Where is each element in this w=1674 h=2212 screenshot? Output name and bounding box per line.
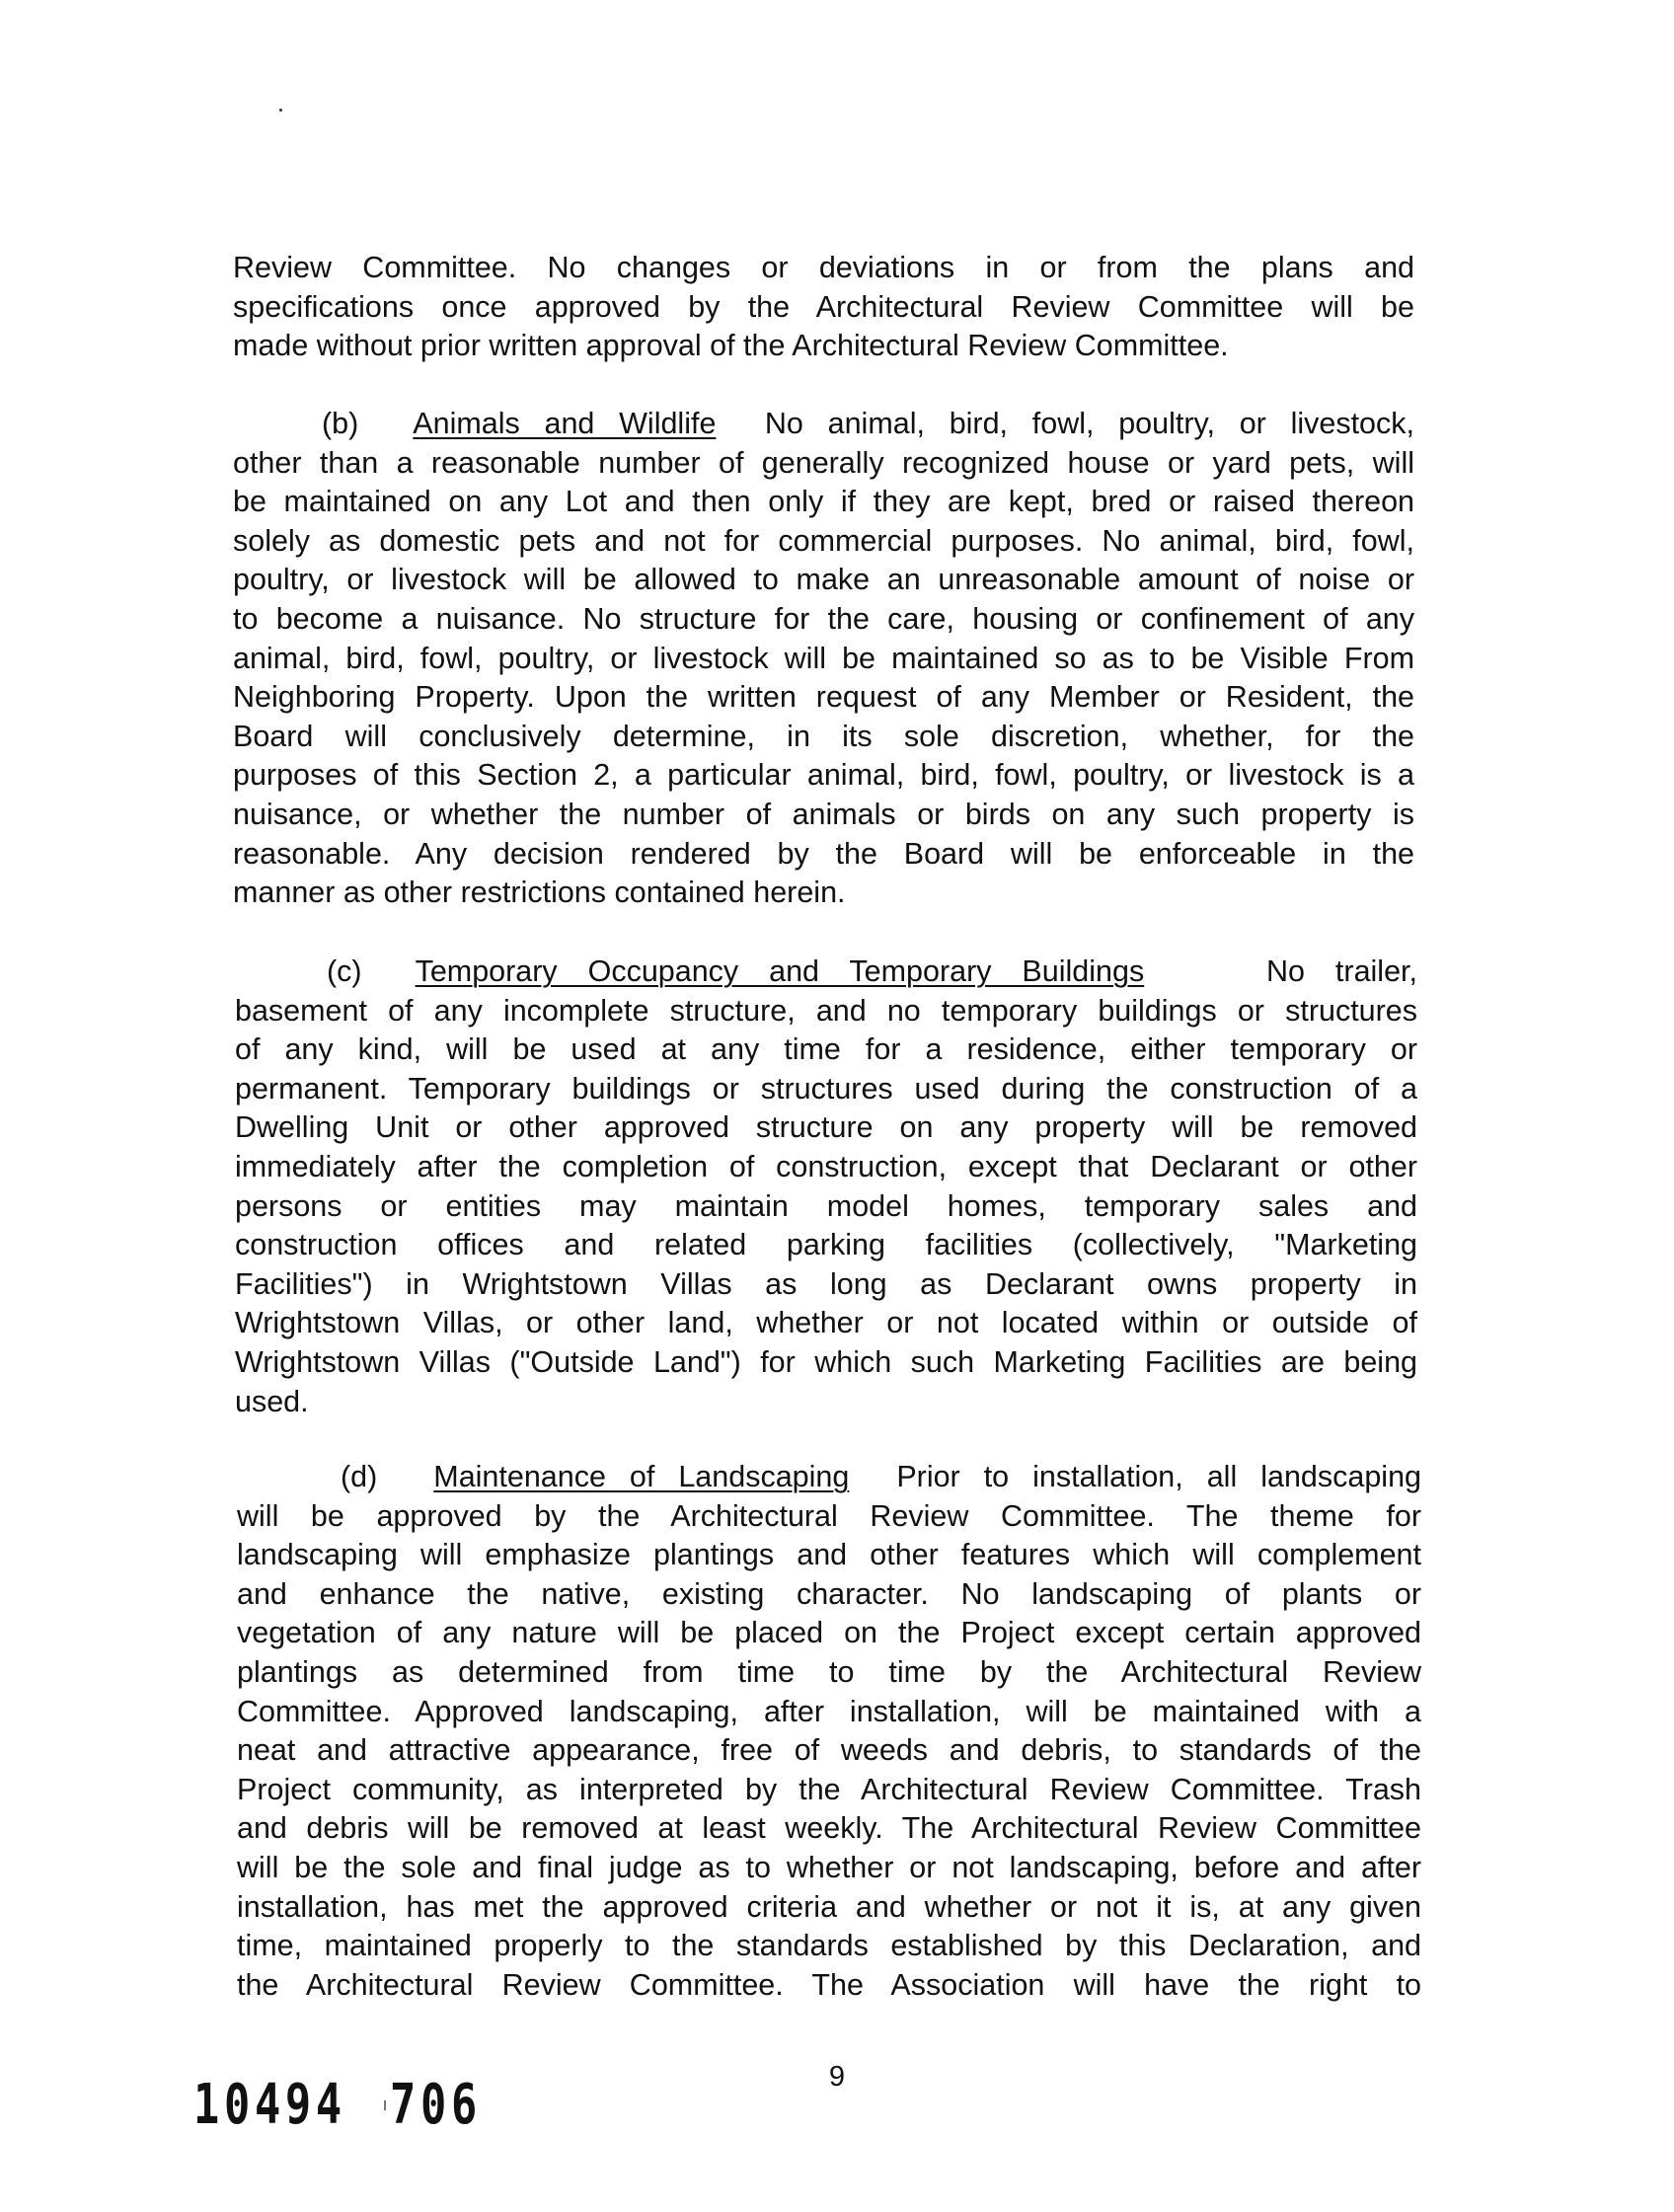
text-line: basement of any incomplete structure, and no temporary buildings or structures	[235, 993, 1417, 1028]
text-line: be maintained on any Lot and then only if they are kept, bred or raised thereon	[233, 485, 1414, 519]
text-line: will be approved by the Architectural Review Committee. The theme for	[237, 1498, 1421, 1533]
text-line: persons or entities may maintain model homes, temporary sales and	[235, 1188, 1417, 1223]
page-number: 9	[828, 2061, 846, 2093]
text-line: vegetation of any nature will be placed on the Project except certain approved	[237, 1616, 1421, 1650]
paragraph-label: (d)	[341, 1460, 378, 1493]
paragraph-animals-and-wildlife	[233, 405, 1414, 913]
text-line: Prior to installation, all landscaping	[896, 1460, 1421, 1493]
text-line: to become a nuisance. No structure for the care, housing or confinement of any	[233, 601, 1414, 636]
text-line: specifications once approved by the Architectural Review Committee will be	[233, 289, 1414, 324]
text-line: permanent. Temporary buildings or structures used during the construction of a	[235, 1071, 1417, 1106]
text-line: No animal, bird, fowl, poultry, or livestock,	[764, 407, 1414, 440]
text-line: Committee. Approved landscaping, after installation, will be maintained with a	[237, 1694, 1421, 1728]
text-line: No trailer,	[1266, 954, 1417, 988]
text-line: Neighboring Property. Upon the written request of any Member or Resident, the	[233, 680, 1414, 715]
recording-book-number: 10494	[193, 2073, 346, 2137]
text-line: immediately after the completion of construction, except that Declarant or other	[235, 1149, 1417, 1183]
paragraph-label: (c)	[327, 954, 362, 988]
text-line: other than a reasonable number of generally recognized house or yard pets, will	[233, 445, 1414, 480]
text-line: construction offices and related parking facilities (collectively, "Marketing	[235, 1228, 1417, 1262]
text-line: Facilities") in Wrightstown Villas as long as Declarant owns property in	[235, 1266, 1417, 1301]
text-line: manner as other restrictions contained herein.	[233, 876, 846, 910]
text-line: time, maintained properly to the standards established by this Declaration, and	[237, 1929, 1421, 1963]
text-line: made without prior written approval of the Architectural Review Committee.	[233, 329, 1229, 363]
paragraph-first-line	[233, 405, 1414, 444]
text-line: animal, bird, fowl, poultry, or livestock will be maintained so as to be Visible From	[233, 641, 1414, 675]
text-line: Dwelling Unit or other approved structure on any property will be removed	[235, 1110, 1417, 1145]
stamp-separator-mark	[384, 2100, 386, 2110]
text-line: Review Committee. No changes or deviations in or from the plans and	[233, 251, 1414, 284]
text-line: Wrightstown Villas ("Outside Land") for which such Marketing Facilities are being	[235, 1344, 1417, 1379]
text-line: Project community, as interpreted by the Architectural Review Committee. Trash	[237, 1772, 1421, 1806]
text-line: purposes of this Section 2, a particular animal, bird, fowl, poultry, or livestock is a	[233, 758, 1414, 793]
paragraph-maintenance-of-landscaping	[237, 1458, 1421, 2005]
recording-page-number: 706	[390, 2073, 482, 2137]
paragraph-label: (b)	[322, 407, 359, 440]
text-line: solely as domestic pets and not for commercial purposes. No animal, bird, fowl,	[233, 523, 1414, 558]
text-line: neat and attractive appearance, free of weeds and debris, to standards of the	[237, 1733, 1421, 1768]
paragraph-first-line	[235, 953, 1417, 992]
paragraph-first-line	[237, 1458, 1421, 1497]
text-line: reasonable. Any decision rendered by the Board will be enforceable in the	[233, 836, 1414, 871]
section-heading: Maintenance of Landscaping	[433, 1460, 850, 1493]
text-line: Wrightstown Villas, or other land, whether or not located within or outside of	[235, 1306, 1417, 1340]
text-line: landscaping will emphasize plantings and other features which will complement	[237, 1538, 1421, 1572]
text-line: used.	[235, 1384, 309, 1418]
text-line: of any kind, will be used at any time for a residence, either temporary or	[235, 1032, 1417, 1067]
text-line: and debris will be removed at least weekly. The Architectural Review Committee	[237, 1811, 1421, 1846]
section-heading: Temporary Occupancy and Temporary Buildings	[415, 954, 1145, 988]
text-line: the Architectural Review Committee. The Association will have the right to	[237, 1967, 1421, 2002]
text-line: poultry, or livestock will be allowed to make an unreasonable amount of noise or	[233, 563, 1414, 597]
scan-speck	[279, 109, 282, 112]
text-line: will be the sole and final judge as to whether or not landscaping, before and after	[237, 1850, 1421, 1884]
section-heading: Animals and Wildlife	[413, 407, 717, 440]
text-line: Board will conclusively determine, in its sole discretion, whether, for the	[233, 719, 1414, 753]
text-line: plantings as determined from time to time by the Architectural Review	[237, 1654, 1421, 1689]
paragraph-review-committee-continuation	[233, 249, 1414, 366]
text-line: installation, has met the approved criteria and whether or not it is, at any given	[237, 1889, 1421, 1924]
text-line: and enhance the native, existing character. No landscaping of plants or	[237, 1576, 1421, 1611]
text-line: nuisance, or whether the number of animals or birds on any such property is	[233, 797, 1414, 831]
paragraph-temporary-occupancy	[235, 953, 1417, 1421]
